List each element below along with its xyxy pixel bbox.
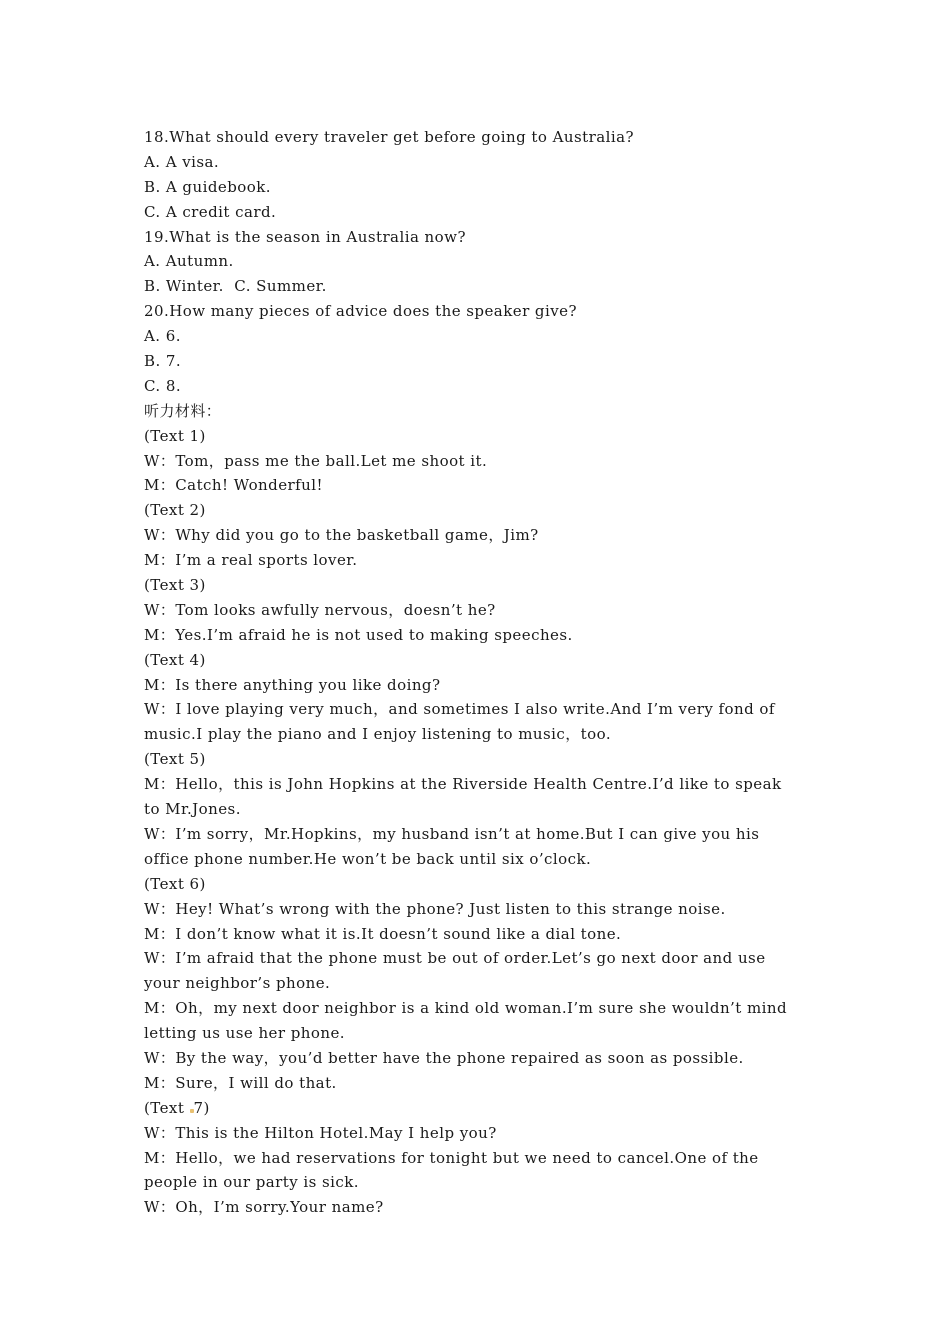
dialogue-line: people in our party is sick. [144,1173,360,1192]
option-20-a: A. 6. [144,327,181,346]
text-7-label [144,1096,844,1121]
option-19-bc: B. Winter. C. Summer. [144,277,327,296]
dialogue-line: W：Oh，I’m sorry.Your name? [144,1198,384,1217]
option-19-a: A. Autumn. [144,252,234,271]
dialogue-line: M：Sure，I will do that. [144,1073,337,1092]
text-6-label: (Text 6) [144,874,206,893]
dialogue-line: W：I’m afraid that the phone must be out of order.Let’s go next door and use [144,949,766,968]
option-18-a: A. A visa. [144,152,220,171]
dialogue-line: W：Tom looks awfully nervous，doesn’t he? [144,600,496,619]
dialogue-line: M：Hello，this is John Hopkins at the Riverside Health Centre.I’d like to speak [144,775,782,794]
text-4-label: (Text 4) [144,650,206,669]
text-1-label: (Text 1) [144,426,206,445]
dialogue-line: office phone number.He won’t be back until six o’clock. [144,849,592,868]
question-18: 18.What should every traveler get before going to Australia? [144,128,634,146]
dialogue-line: to Mr.Jones. [144,800,241,819]
option-20-c: C. 8. [144,376,182,395]
dialogue-line: W：This is the Hilton Hotel.May I help you? [144,1123,497,1142]
dialogue-line: M：Is there anything you like doing? [144,675,441,694]
document-body [144,125,844,1220]
dialogue-line: M：Catch! Wonderful! [144,476,323,495]
dialogue-line: M：I’m a real sports lover. [144,551,358,570]
dialogue-line: letting us use her phone. [144,1024,346,1043]
dialogue-line: M：Oh，my next door neighbor is a kind old woman.I’m sure she wouldn’t mind [144,999,788,1018]
dialogue-line: W：I’m sorry，Mr.Hopkins，my husband isn’t at home.But I can give you his [144,824,760,843]
option-20-b: B. 7. [144,352,182,371]
dialogue-line: your neighbor’s phone. [144,974,331,993]
dialogue-line: W：Tom，pass me the ball.Let me shoot it. [144,451,488,470]
text-5-label: (Text 5) [144,750,206,769]
option-18-c: C. A credit card. [144,202,277,221]
dialogue-line: W：I love playing very much，and sometimes I also write.And I’m very fond of [144,700,775,719]
text-3-label: (Text 3) [144,576,206,595]
text-7-label-suffix: 7) [193,1098,210,1117]
dialogue-line: W：Hey! What’s wrong with the phone? Just listen to this strange noise. [144,899,726,918]
transcript-heading: 听力材料： [144,401,222,420]
dialogue-line: W：By the way，you’d better have the phone repaired as soon as possible. [144,1048,744,1067]
dialogue-line: W：Why did you go to the basketball game，Jim? [144,526,539,545]
question-19: 19.What is the season in Australia now? [144,227,466,246]
dialogue-line: M：Yes.I’m afraid he is not used to making speeches. [144,625,573,644]
dialogue-line: music.I play the piano and I enjoy listening to music，too. [144,725,612,744]
dialogue-line: M：Hello，we had reservations for tonight but we need to cancel.One of the [144,1148,759,1167]
dialogue-line: M：I don’t know what it is.It doesn’t sound like a dial tone. [144,924,622,943]
question-20: 20.How many pieces of advice does the speaker give? [144,302,577,321]
text-7-label-prefix: (Text [144,1098,190,1117]
text-2-label: (Text 2) [144,501,206,520]
option-18-b: B. A guidebook. [144,177,271,196]
